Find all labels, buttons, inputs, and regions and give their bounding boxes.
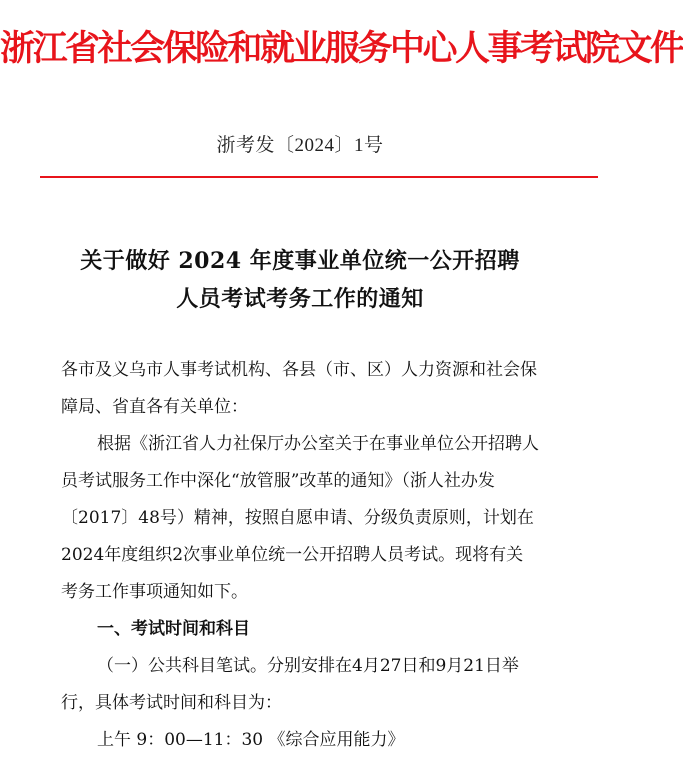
paragraph-2-line-1: （一）公共科目笔试。分别安排在4月27日和9月21日举 (97, 656, 519, 676)
paragraph-1-line-4: 2024年度组织2次事业单位统一公开招聘人员考试。现将有关 (61, 545, 524, 565)
document-number: 浙考发〔2024〕1号 (216, 135, 384, 156)
section-1-heading: 一、考试时间和科目 (97, 619, 250, 639)
notice-title-line-2: 人员考试考务工作的通知 (176, 286, 424, 312)
paragraph-1-line-3: 〔2017〕48号）精神，按照自愿申请、分级负责原则，计划在 (61, 508, 534, 528)
red-divider-line (40, 176, 598, 178)
notice-title-line-1: 关于做好 2024 年度事业单位统一公开招聘 (80, 248, 520, 274)
paragraph-1-line-1: 根据《浙江省人力社保厅办公室关于在事业单位公开招聘人 (97, 434, 539, 454)
paragraph-1-line-2: 员考试服务工作中深化“放管服”改革的通知》（浙人社办发 (61, 471, 495, 491)
paragraph-1-line-5: 考务工作事项通知如下。 (61, 582, 248, 602)
issuer-header: 浙江省社会保险和就业服务中心人事考试院文件 (0, 28, 683, 69)
schedule-line-1: 上午 9：00—11：30 《综合应用能力》 (97, 730, 405, 750)
paragraph-2-line-2: 行，具体考试时间和科目为： (61, 693, 282, 713)
addressee-line-1: 各市及义乌市人事考试机构、各县（市、区）人力资源和社会保 (61, 360, 537, 380)
addressee-line-2: 障局、省直各有关单位： (61, 397, 248, 417)
